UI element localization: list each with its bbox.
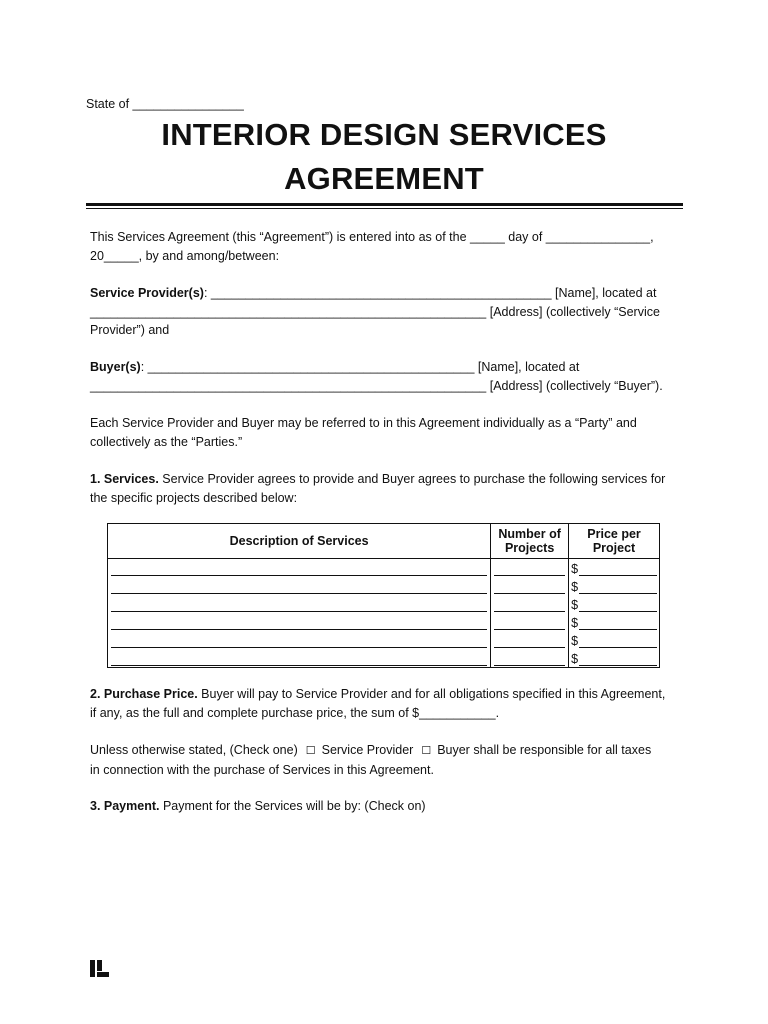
checkbox-service-provider[interactable]: ☐ [305, 745, 316, 757]
table-row [108, 559, 660, 578]
title-rule-thick [86, 203, 683, 206]
services-line-1: Service Provider agrees to provide and Buyer agrees to purchase the following services for [158, 472, 666, 486]
parties-paragraph [90, 414, 680, 451]
service-provider-address-line: _________________________________________________________ [Address] (collectively “Service [90, 304, 660, 319]
buyer-address-line: _________________________________________________________ [Address] (collectively “Buyer”). [90, 378, 663, 393]
table-row [108, 649, 660, 668]
taxes-line-1-start: Unless otherwise stated, (Check one) [90, 743, 298, 757]
description-blank[interactable] [108, 595, 491, 613]
table-row [108, 631, 660, 649]
description-blank[interactable] [108, 631, 491, 649]
table-row [108, 595, 660, 613]
buyer-label: Buyer(s) [90, 360, 141, 374]
description-blank[interactable] [108, 613, 491, 631]
intro-paragraph [90, 228, 680, 265]
title-rule-thin [86, 208, 683, 209]
option-service-provider: Service Provider [321, 743, 414, 757]
services-table-header [108, 524, 660, 559]
table-row [108, 577, 660, 595]
payment-heading: 3. Payment. [90, 799, 160, 813]
document-title-line-2: AGREEMENT [284, 161, 484, 196]
document-title-line-1: INTERIOR DESIGN SERVICES [161, 117, 607, 152]
brand-logo-icon [90, 960, 109, 977]
services-line-2: the specific projects described below: [90, 490, 298, 505]
checkbox-buyer[interactable]: ☐ [421, 745, 432, 757]
column-header-description: Description of Services [108, 524, 491, 559]
number-blank[interactable] [491, 595, 569, 613]
description-blank[interactable] [108, 559, 491, 578]
column-header-price-per-project: Price per Project [569, 524, 660, 559]
taxes-line-2: in connection with the purchase of Services in this Agreement. [90, 762, 434, 777]
payment-text: Payment for the Services will be by: (Check on) [159, 799, 426, 813]
buyer-paragraph [90, 358, 680, 395]
services-section [90, 470, 680, 507]
number-blank[interactable] [491, 577, 569, 595]
buyer-name-line: : _______________________________________________ [Name], located at [140, 360, 580, 374]
column-header-number-of-projects: Number of Projects [491, 524, 569, 559]
intro-line-2: 20_____, by and among/between: [90, 248, 280, 263]
description-blank[interactable] [108, 649, 491, 668]
number-blank[interactable] [491, 613, 569, 631]
service-provider-paragraph [90, 284, 680, 340]
price-blank[interactable]: $ [569, 577, 660, 595]
payment-section [90, 797, 680, 816]
price-blank[interactable]: $ [569, 613, 660, 631]
services-table [107, 523, 660, 668]
service-provider-label: Service Provider(s) [90, 286, 204, 300]
price-blank[interactable]: $ [569, 559, 660, 578]
services-heading: 1. Services. [90, 472, 159, 486]
intro-line-1: This Services Agreement (this “Agreement”) is entered into as of the _____ day of _______________, [90, 230, 654, 244]
number-blank[interactable] [491, 631, 569, 649]
price-blank[interactable]: $ [569, 631, 660, 649]
number-blank[interactable] [491, 559, 569, 578]
service-provider-closing: Provider”) and [90, 323, 170, 337]
parties-line-2: collectively as the “Parties.” [90, 434, 243, 449]
price-blank[interactable]: $ [569, 649, 660, 668]
state-line: State of ________________ [86, 97, 244, 111]
table-row [108, 613, 660, 631]
option-buyer: Buyer shall be responsible for all taxes [437, 743, 652, 757]
purchase-price-line-1: Buyer will pay to Service Provider and for all obligations specified in this Agreement, [197, 687, 666, 701]
purchase-price-line-2: if any, as the full and complete purchase price, the sum of $___________. [90, 705, 500, 720]
number-blank[interactable] [491, 649, 569, 668]
purchase-price-section [90, 685, 680, 722]
parties-line-1: Each Service Provider and Buyer may be referred to in this Agreement individually as a “Party” and [90, 416, 637, 430]
taxes-paragraph [90, 741, 680, 779]
service-provider-name-line: : _________________________________________________ [Name], located at [203, 286, 657, 300]
purchase-price-heading: 2. Purchase Price. [90, 687, 198, 701]
price-blank[interactable]: $ [569, 595, 660, 613]
description-blank[interactable] [108, 577, 491, 595]
